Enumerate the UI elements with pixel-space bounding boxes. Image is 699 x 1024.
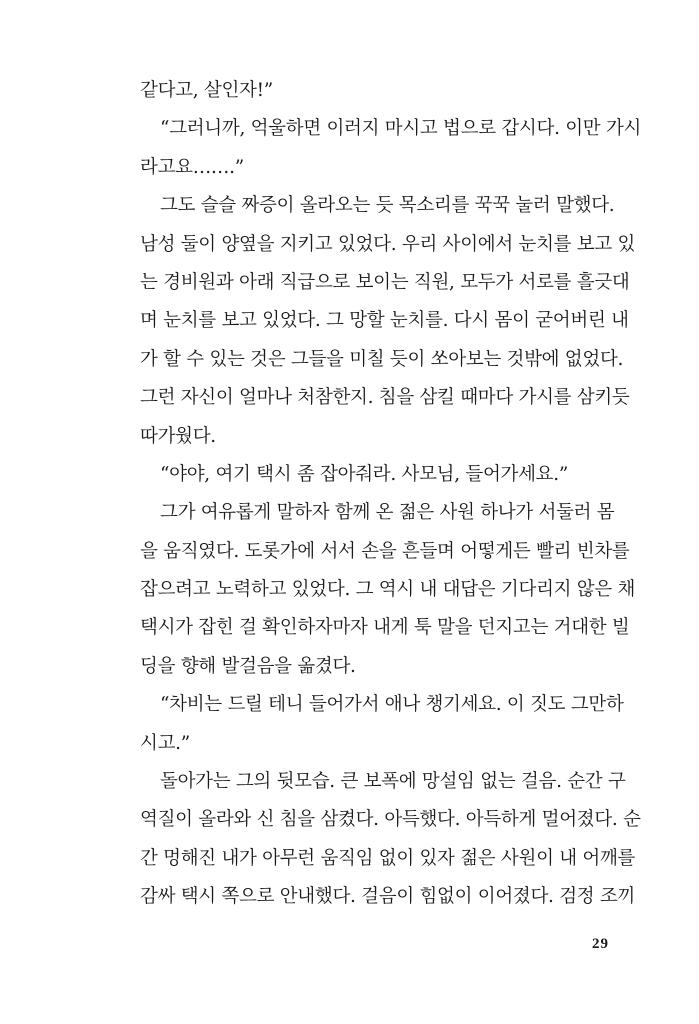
text-line: 는 경비원과 아래 직급으로 보이는 직원, 모두가 서로를 흘긋대 [140,271,630,293]
text-line: 따가웠다. [140,425,216,447]
text-line: 간 멍해진 내가 아무런 움직임 없이 있자 젊은 사원이 내 어깨를 [140,847,636,869]
text-line: 그가 여유롭게 말하자 함께 온 젊은 사원 하나가 서둘러 몸 [160,502,615,524]
text-line: 딩을 향해 발걸음을 옮겼다. [140,655,356,677]
text-line: 라고요…….” [140,156,244,178]
text-line: 잡으려고 노력하고 있었다. 그 역시 내 대답은 기다리지 않은 채 [140,579,636,601]
text-line: 감싸 택시 쪽으로 안내했다. 걸음이 힘없이 이어졌다. 검정 조끼 [140,886,636,908]
text-line: 남성 둘이 양옆을 지키고 있었다. 우리 사이에서 눈치를 보고 있 [140,233,636,255]
text-line: 가 할 수 있는 것은 그들을 미칠 듯이 쏘아보는 것밖에 없었다. [140,348,624,370]
text-line: “야야, 여기 택시 좀 잡아줘라. 사모님, 들어가세요.” [160,463,568,485]
page-number: 29 [592,936,609,952]
text-line: 돌아가는 그의 뒷모습. 큰 보폭에 망설임 없는 걸음. 순간 구 [160,771,626,793]
text-line: 그런 자신이 얼마나 처참한지. 침을 삼킬 때마다 가시를 삼키듯 [140,387,630,409]
text-line: “그러니까, 억울하면 이러지 마시고 법으로 갑시다. 이만 가시 [160,118,642,140]
text-line: 택시가 잡힌 걸 확인하자마자 내게 툭 말을 던지고는 거대한 빌 [140,617,630,639]
text-line: 을 움직였다. 도롯가에 서서 손을 흔들며 어떻게든 빨리 빈차를 [140,540,630,562]
text-line: 그도 슬슬 짜증이 올라오는 듯 목소리를 꾹꾹 눌러 말했다. [160,195,615,217]
body-text [140,72,642,917]
text-line: 며 눈치를 보고 있었다. 그 망할 눈치를. 다시 몸이 굳어버린 내 [140,310,629,332]
text-line: “차비는 드릴 테니 들어가서 애나 챙기세요. 이 짓도 그만하 [160,694,624,716]
text-line: 역질이 올라와 신 침을 삼켰다. 아득했다. 아득하게 멀어졌다. 순 [140,809,641,831]
text-line: 같다고, 살인자!” [140,80,273,101]
text-line: 시고.” [140,732,190,754]
